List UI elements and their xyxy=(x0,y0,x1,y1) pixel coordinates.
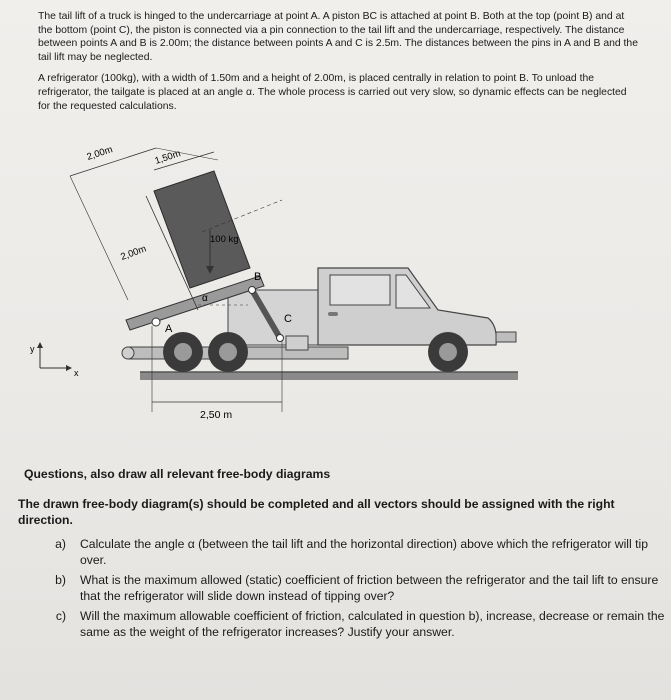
chassis-end-cap xyxy=(122,347,134,359)
wheel-rear-2-hub xyxy=(219,343,237,361)
questions-note: The drawn free-body diagram(s) should be completed and all vectors should be assigned with the right direction. xyxy=(18,497,615,527)
question-a xyxy=(18,536,671,568)
pin-a xyxy=(152,318,160,326)
question-text: Calculate the angle α (between the tail lift and the horizontal direction) above which the refrigerator will tip over. xyxy=(80,537,648,567)
question-text: Will the maximum allowable coefficient of friction, calculated in question b), increase, decrease or remain the same as the weight of the refrigerator increases? Justify your answer. xyxy=(80,609,665,639)
question-list xyxy=(18,536,671,640)
refrigerator xyxy=(154,171,250,288)
intro-paragraph-1: The tail lift of a truck is hinged to the undercarriage at point A. A piston BC is attached at point B. Both at the top (point B) and at the bottom (point C), the piston is connected via a pin connection to the tail lift and the undercarriage, respectively. The distance between points A and B is 2.00m; the distance between points A and C is 2.5m. The distances between the pins in A and B and the tail lift may be neglected. xyxy=(38,11,638,63)
question-letter: b) xyxy=(55,573,66,587)
rear-bumper xyxy=(496,332,516,342)
wheel-rear-1-hub xyxy=(174,343,192,361)
label-point-b: B xyxy=(254,271,262,283)
question-text: What is the maximum allowed (static) coefficient of friction between the refrigerator and the tail lift to ensure that the refrigerator will slide down instead of tipping over? xyxy=(80,573,659,603)
questions-heading: Questions, also draw all relevant free-body diagrams xyxy=(24,467,331,481)
question-b xyxy=(18,572,671,604)
questions-section xyxy=(18,466,671,644)
label-ac: 2,50 m xyxy=(200,409,233,421)
problem-statement xyxy=(38,10,638,121)
label-point-a: A xyxy=(165,323,173,335)
label-mass: 100 kg xyxy=(210,234,239,245)
label-width: 1,50m xyxy=(153,148,183,167)
door-handle xyxy=(328,312,338,316)
label-ab: 2,00m xyxy=(119,243,148,263)
y-axis-arrow xyxy=(37,342,43,348)
dim-height-ext-1 xyxy=(70,176,128,300)
label-axis-y: y xyxy=(30,344,35,354)
pin-b xyxy=(249,287,256,294)
label-angle: α xyxy=(202,293,208,304)
tail-lift-diagram xyxy=(28,140,648,440)
label-axis-x: x xyxy=(74,368,79,378)
truck-window xyxy=(330,275,390,305)
x-axis-arrow xyxy=(66,365,72,371)
intro-paragraph-2: A refrigerator (100kg), with a width of 1.50m and a height of 2.00m, is placed centrally in relation to point B. To unload the refrigerator, the tailgate is placed at an angle α. The whole process is carried out very slow, so dynamic effects can be neglected for the requested calculations. xyxy=(38,73,627,112)
label-point-c: C xyxy=(284,313,292,325)
question-letter: c) xyxy=(55,609,66,623)
mount-block xyxy=(286,336,308,350)
pin-c xyxy=(277,335,284,342)
ground xyxy=(140,372,518,380)
wheel-front-hub xyxy=(439,343,457,361)
label-height: 2,00m xyxy=(85,144,115,163)
question-letter: a) xyxy=(55,537,66,551)
question-c xyxy=(18,608,671,640)
